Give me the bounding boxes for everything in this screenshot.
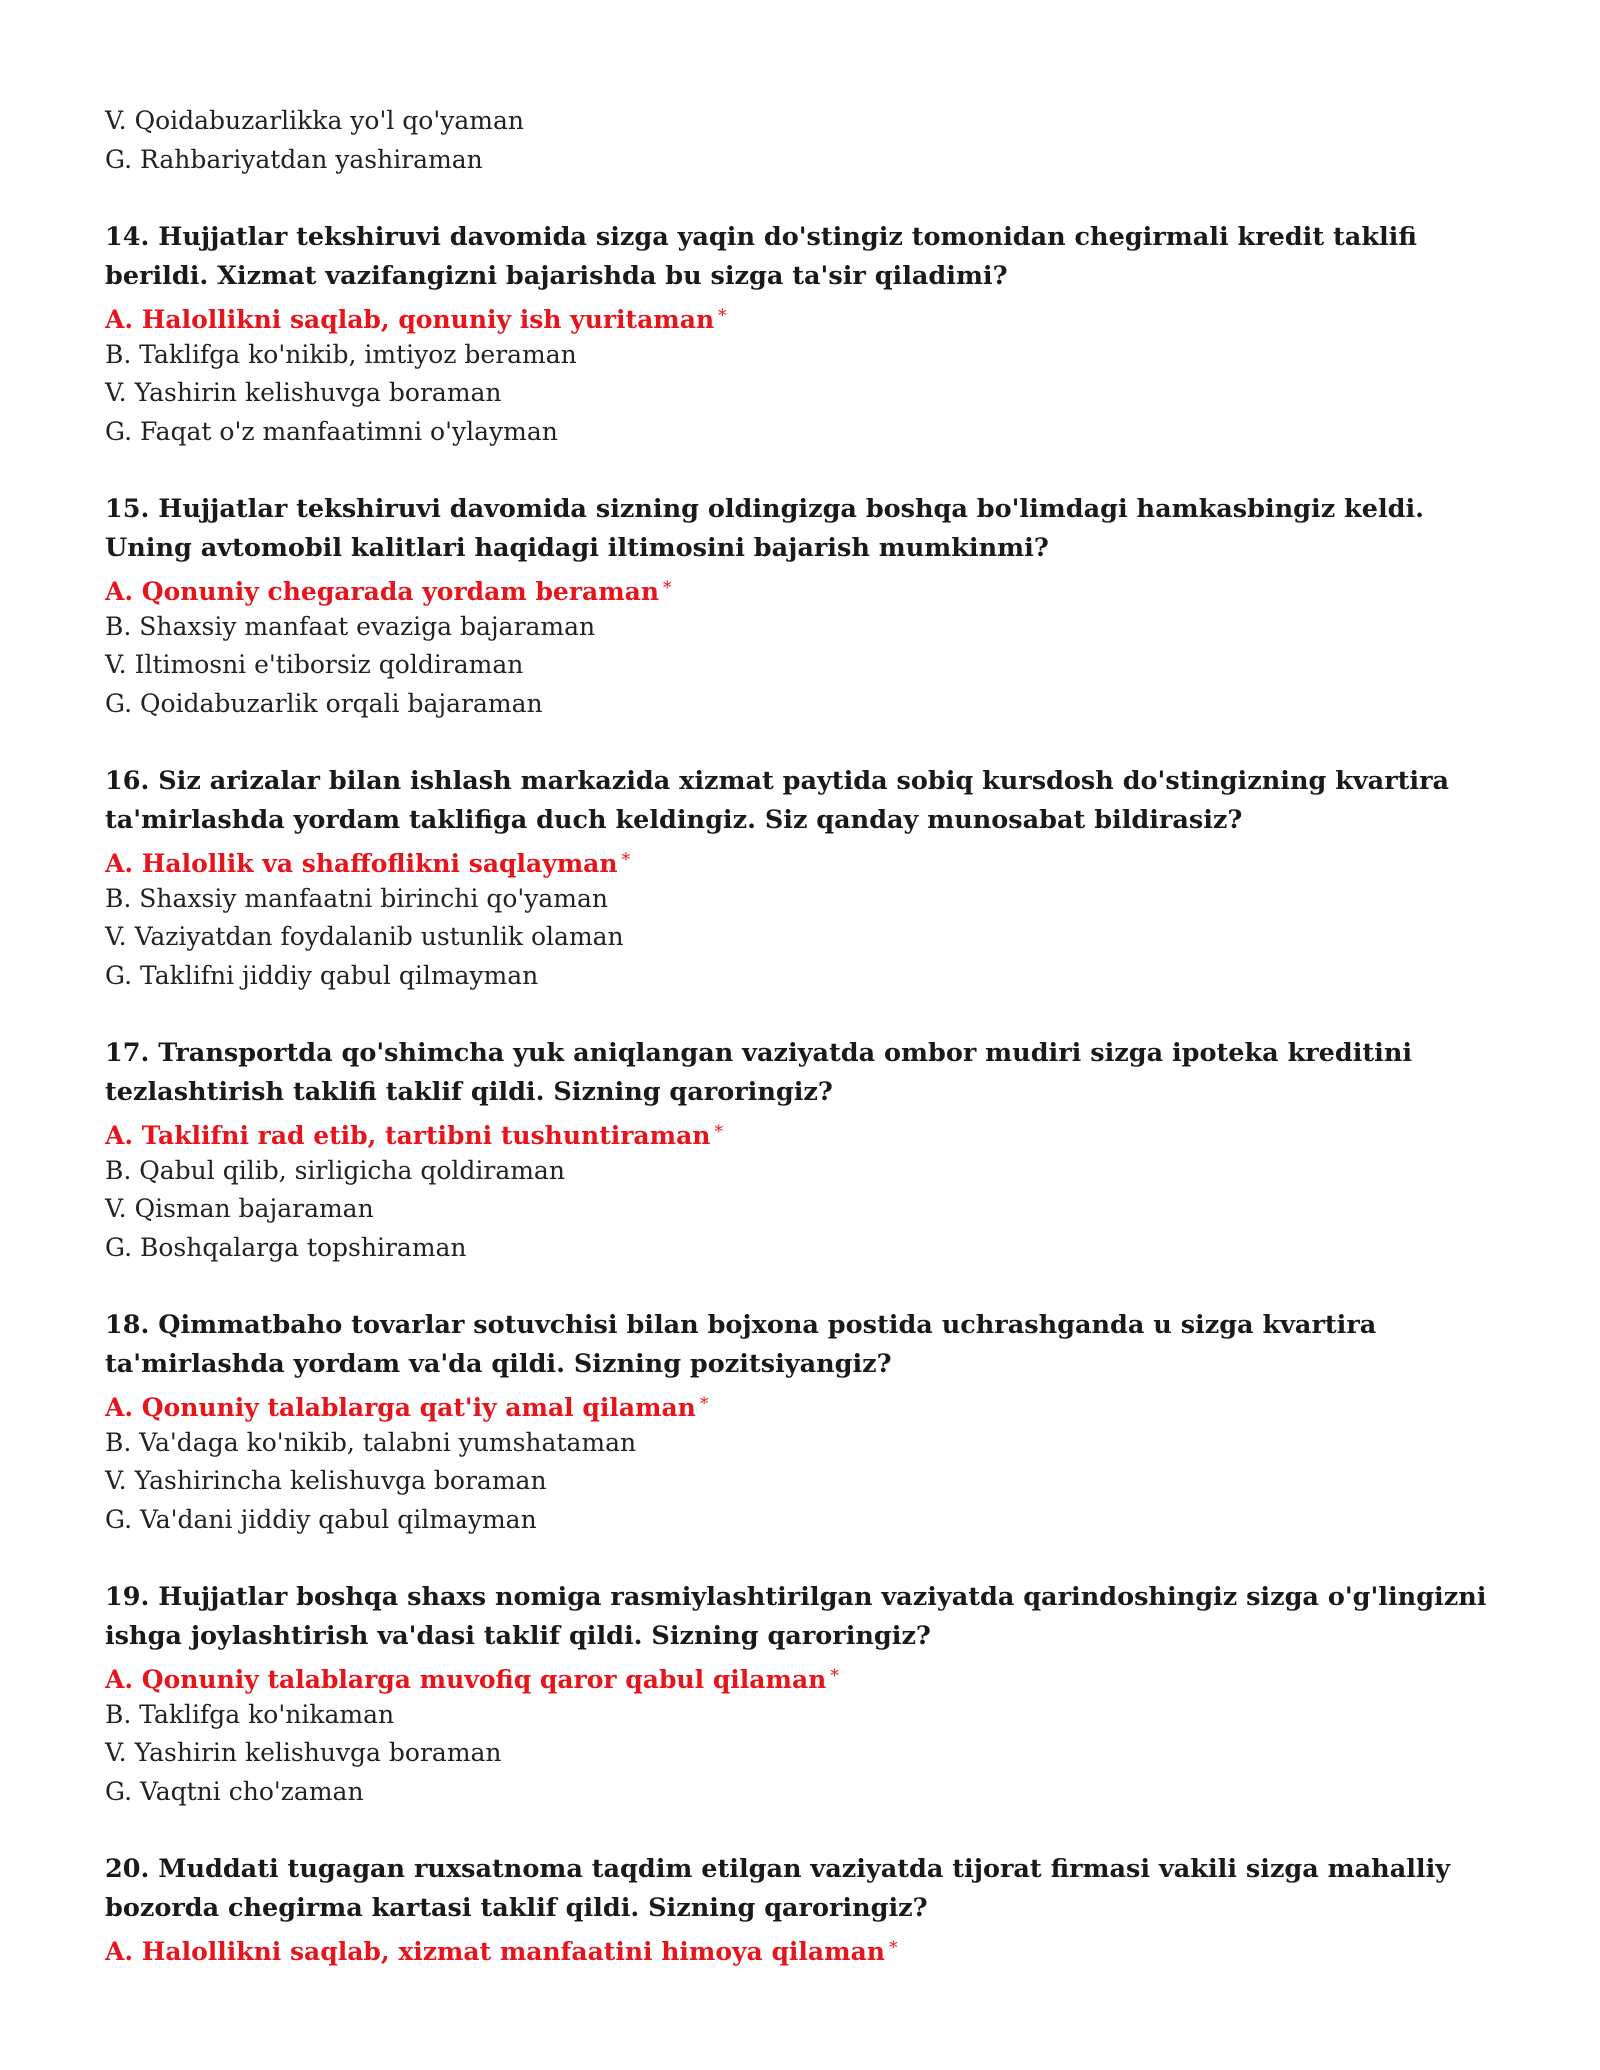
- correct-answer: [105, 1657, 1505, 1696]
- option-g: G. Taklifni jiddiy qabul qilmayman: [105, 960, 539, 990]
- question-text: 17. Transportda qo'shimcha yuk aniqlangan vaziyatda ombor mudiri sizga ipoteka kreditini tezlashtirish taklifi taklif qildi. Sizning qaroringiz?: [105, 1038, 1413, 1107]
- correct-answer: [105, 1113, 1505, 1152]
- option-b: B. Va'daga ko'nikib, talabni yumshataman: [105, 1427, 637, 1457]
- correct-marker: *: [714, 1122, 723, 1142]
- correct-marker: *: [699, 1394, 709, 1414]
- option-v: V. Qisman bajaraman: [105, 1194, 374, 1223]
- option-b: B. Taklifga ko'nikaman: [105, 1699, 395, 1729]
- option-b: B. Taklifga ko'nikib, imtiyoz beraman: [105, 339, 577, 369]
- option-v: V. Qoidabuzarlikka yo'l qo'yaman: [105, 106, 524, 135]
- correct-marker: *: [888, 1938, 898, 1958]
- correct-marker: *: [830, 1666, 839, 1686]
- option-g: G. Va'dani jiddiy qabul qilmayman: [105, 1504, 537, 1534]
- question-17: [105, 1034, 1505, 1267]
- option-b: B. Qabul qilib, sirligicha qoldiraman: [105, 1155, 565, 1185]
- question-text: 18. Qimmatbaho tovarlar sotuvchisi bilan bojxona postida uchrashganda u sizga kvartira ta'mirlashda yordam va'da qildi. Sizning pozitsiyangiz?: [105, 1310, 1377, 1379]
- option-g: G. Vaqtni cho'zaman: [105, 1776, 364, 1806]
- question-20: [105, 1850, 1505, 1968]
- option-a: A. Halollikni saqlab, xizmat manfaatini himoya qilaman: [105, 1937, 885, 1966]
- question-text: 20. Muddati tugagan ruxsatnoma taqdim etilgan vaziyatda tijorat firmasi vakili sizga mahalliy bozorda chegirma kartasi taklif qildi. Sizning qaroringiz?: [105, 1854, 1451, 1923]
- correct-marker: *: [621, 850, 631, 870]
- question-15: [105, 490, 1505, 723]
- option-a: A. Taklifni rad etib, tartibni tushuntiraman: [105, 1121, 711, 1150]
- option-a: A. Qonuniy talablarga muvofiq qaror qabul qilaman: [105, 1665, 827, 1694]
- previous-question-options: [105, 102, 1505, 179]
- option-g: G. Rahbariyatdan yashiraman: [105, 144, 483, 174]
- question-16: [105, 762, 1505, 995]
- question-text: 19. Hujjatlar boshqa shaxs nomiga rasmiylashtirilgan vaziyatda qarindoshingiz sizga o'g'lingizni ishga joylashtirish va'dasi taklif qildi. Sizning qaroringiz?: [105, 1582, 1487, 1651]
- option-v: V. Vaziyatdan foydalanib ustunlik olaman: [105, 922, 624, 951]
- option-b: B. Shaxsiy manfaat evaziga bajaraman: [105, 611, 596, 641]
- question-14: [105, 218, 1505, 451]
- option-v: V. Yashirin kelishuvga boraman: [105, 1738, 502, 1767]
- question-19: [105, 1578, 1505, 1811]
- document-page: [105, 102, 1505, 1968]
- correct-answer: [105, 1929, 1505, 1968]
- correct-answer: [105, 1385, 1505, 1424]
- question-18: [105, 1306, 1505, 1539]
- option-a: A. Qonuniy chegarada yordam beraman: [105, 577, 660, 606]
- question-text: 16. Siz arizalar bilan ishlash markazida xizmat paytida sobiq kursdosh do'stingizning kvartira ta'mirlashda yordam taklifiga duch keldingiz. Siz qanday munosabat bildirasiz?: [105, 766, 1450, 835]
- option-v: V. Iltimosni e'tiborsiz qoldiraman: [105, 650, 524, 679]
- option-v: V. Yashirin kelishuvga boraman: [105, 378, 502, 407]
- correct-answer: [105, 297, 1505, 336]
- option-a: A. Halollikni saqlab, qonuniy ish yuritaman: [105, 305, 715, 334]
- option-b: B. Shaxsiy manfaatni birinchi qo'yaman: [105, 883, 609, 913]
- option-v: V. Yashirincha kelishuvga boraman: [105, 1466, 547, 1495]
- option-g: G. Faqat o'z manfaatimni o'ylayman: [105, 416, 558, 446]
- correct-answer: [105, 569, 1505, 608]
- option-a: A. Qonuniy talablarga qat'iy amal qilaman: [105, 1393, 696, 1422]
- correct-marker: *: [663, 578, 672, 598]
- option-g: G. Boshqalarga topshiraman: [105, 1232, 467, 1262]
- correct-marker: *: [718, 306, 727, 326]
- option-a: A. Halollik va shaffoflikni saqlayman: [105, 849, 618, 878]
- question-text: 15. Hujjatlar tekshiruvi davomida sizning oldingizga boshqa bo'limdagi hamkasbingiz keldi. Uning avtomobil kalitlari haqidagi iltimosini bajarish mumkinmi?: [105, 494, 1425, 563]
- correct-answer: [105, 841, 1505, 880]
- option-g: G. Qoidabuzarlik orqali bajaraman: [105, 688, 543, 718]
- question-text: 14. Hujjatlar tekshiruvi davomida sizga yaqin do'stingiz tomonidan chegirmali kredit taklifi berildi. Xizmat vazifangizni bajarishda bu sizga ta'sir qiladimi?: [105, 222, 1417, 291]
